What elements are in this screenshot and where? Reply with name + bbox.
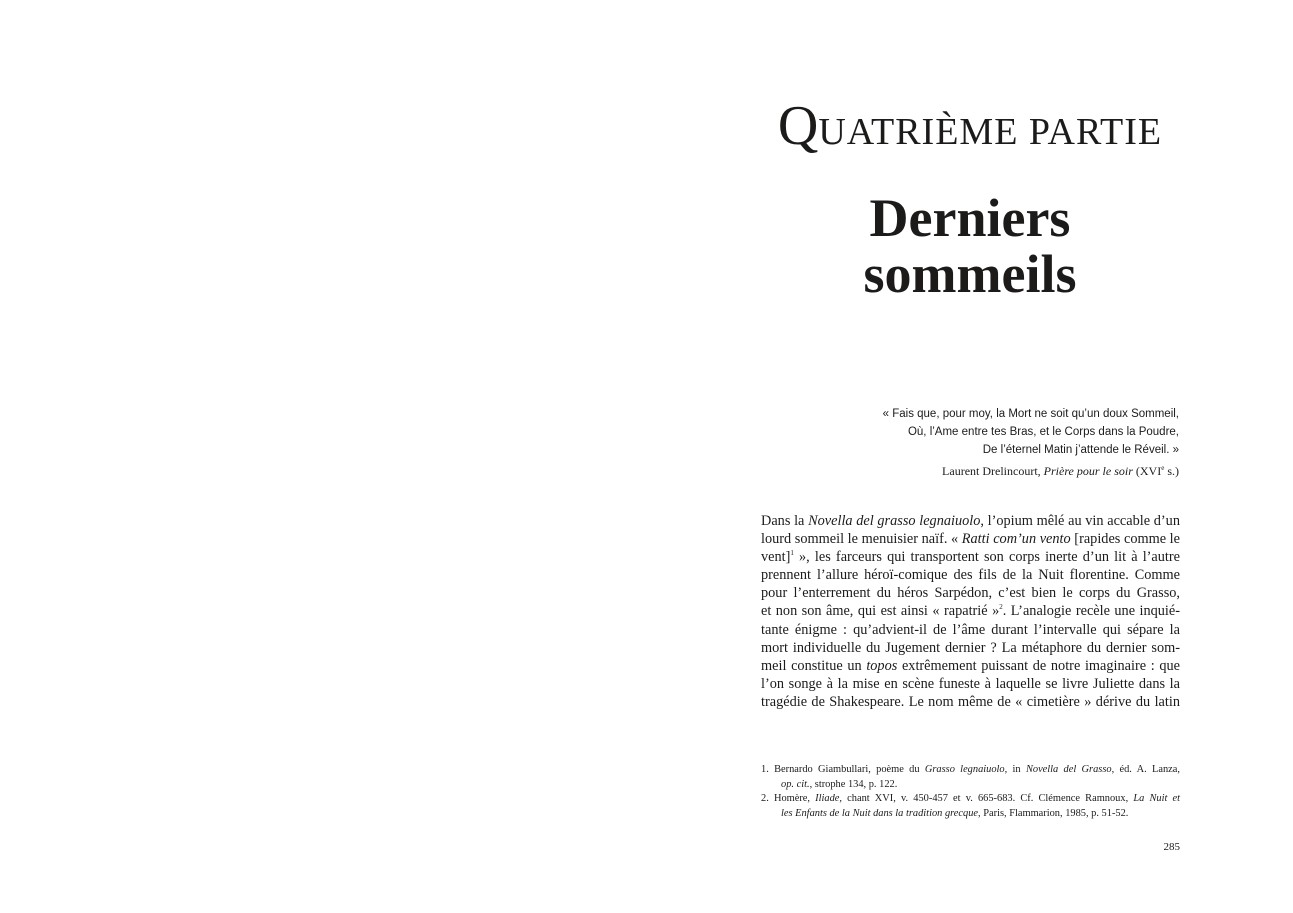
footnote-italic-run: Grasso legnaiuolo xyxy=(924,764,1005,775)
body-line-6 xyxy=(761,602,1180,620)
body-text-run: . L’analogie recèle une inquié- xyxy=(1002,603,1181,620)
body-text-run: meil constitue un xyxy=(761,657,867,674)
footnote-italic-run: op. cit. xyxy=(781,778,810,790)
body-text-run: , l’opium mêlé au vin accable d’un xyxy=(980,513,1180,529)
body-line-5: pour l’enterrement du héros Sarpédon, c’est bien le corps du Grasso, xyxy=(761,585,1180,602)
body-line-2 xyxy=(761,530,1180,548)
footnote-italic-run: Iliade xyxy=(815,793,840,805)
footnote-2-line-2 xyxy=(761,807,1180,822)
epigraph-line-2: Où, l’Ame entre tes Bras, et le Corps dans la Poudre, xyxy=(907,426,1179,438)
footnote-text-run: , chant XVI, v. 450-457 et v. 665-683. Cf. Clémence Ramnoux, xyxy=(839,793,1134,805)
chapter-title-line-1: Derniers xyxy=(869,188,1071,248)
body-text-run: extrêmement puissant de notre imaginaire : que xyxy=(897,657,1181,674)
epigraph-work-title: Prière pour le soir xyxy=(1043,464,1133,478)
footnote-italic-run: Novella del Grasso xyxy=(1025,764,1112,775)
body-text-run: et non son âme, qui est ainsi « rapatrié » xyxy=(761,603,1000,620)
footnotes xyxy=(761,763,1180,822)
body-text-run: vent] xyxy=(761,549,791,566)
body-line-3 xyxy=(761,548,1180,566)
body-text-run: », les farceurs qui transportent son corps inerte d’un lit à l’autre xyxy=(793,549,1180,566)
body-text-run: lourd sommeil le menuisier naïf. « xyxy=(761,531,962,548)
page-number: 285 xyxy=(1163,841,1180,853)
footnote-2-line-1 xyxy=(761,792,1180,807)
body-line-4: prennent l’allure héroï-comique des fils de la Nuit florentine. Comme xyxy=(761,567,1180,584)
footnote-italic-run: les Enfants de la Nuit dans la tradition grecque xyxy=(781,808,979,820)
part-heading-rest: UATRIÈME PARTIE xyxy=(818,111,1163,153)
body-line-1 xyxy=(761,512,1180,530)
epigraph xyxy=(760,405,1179,480)
epigraph-century-b: s.) xyxy=(1164,464,1179,478)
body-line-10: l’on songe à la mise en scène funeste à laquelle se livre Juliette dans la xyxy=(761,675,1180,692)
body-text-run: [rapides comme le xyxy=(1070,531,1180,548)
epigraph-century-sup: e xyxy=(1161,464,1165,472)
body-italic-run: Ratti com’un vento xyxy=(961,531,1071,548)
chapter-title xyxy=(760,190,1180,302)
footnote-italic-run: La Nuit et xyxy=(1133,793,1180,805)
footnote-text-run: , strophe 134, p. 122. xyxy=(809,778,898,790)
body-line-7: tante énigme : qu’advient-il de l’âme durant l’intervalle qui sépare la xyxy=(761,621,1180,638)
body-line-11: tragédie de Shakespeare. Le nom même de « cimetière » dérive du latin xyxy=(761,693,1180,710)
footnote-text-run: , éd. A. Lanza, xyxy=(1111,764,1180,775)
footnote-ref-2[interactable]: 2 xyxy=(999,603,1003,612)
epigraph-century-a: (XVI xyxy=(1132,464,1162,478)
body-text-run: Dans la xyxy=(761,513,809,529)
body-italic-run: Novella del grasso legnaiuolo xyxy=(808,513,981,529)
footnote-text-run: 1. Bernardo Giambullari, poème du xyxy=(761,764,925,775)
body-italic-run: topos xyxy=(866,657,898,674)
footnote-ref-1[interactable]: 1 xyxy=(790,549,794,558)
epigraph-line-3: De l’éternel Matin j’attende le Réveil. » xyxy=(982,444,1179,456)
part-heading xyxy=(760,95,1180,157)
footnote-1-line-2 xyxy=(761,778,1180,793)
chapter-title-line-2: sommeils xyxy=(863,244,1077,304)
epigraph-line-1: « Fais que, pour moy, la Mort ne soit qu’un doux Sommeil, xyxy=(882,408,1179,420)
epigraph-author: Laurent Drelincourt, xyxy=(942,464,1044,478)
footnote-text-run: 2. Homère, xyxy=(761,793,816,805)
body-paragraph xyxy=(761,512,1180,711)
part-heading-initial: Q xyxy=(777,95,819,157)
left-page-blank xyxy=(0,0,646,913)
body-line-9 xyxy=(761,657,1180,675)
body-line-8: mort individuelle du Jugement dernier ? La métaphore du dernier som- xyxy=(761,639,1180,656)
footnote-1-line-1 xyxy=(761,763,1180,778)
footnote-text-run: , in xyxy=(1004,764,1026,775)
epigraph-attribution xyxy=(760,459,1179,480)
footnote-text-run: , Paris, Flammarion, 1985, p. 51-52. xyxy=(978,808,1129,820)
